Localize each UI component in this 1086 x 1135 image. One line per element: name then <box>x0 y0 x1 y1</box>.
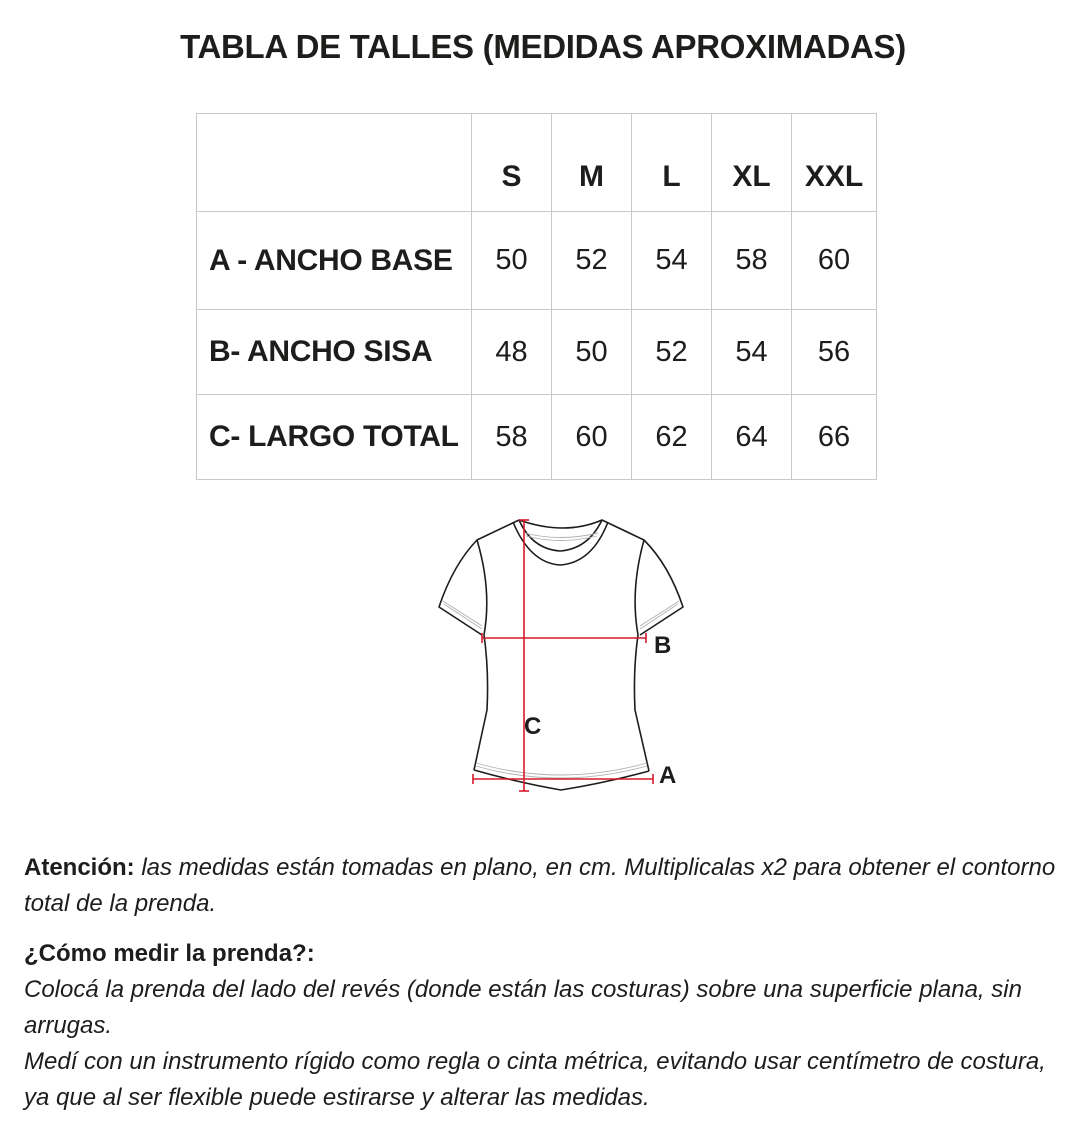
table-cell: 58 <box>472 395 552 480</box>
table-cell: 50 <box>472 212 552 310</box>
how-to-measure-title: ¿Cómo medir la prenda?: <box>24 940 315 967</box>
table-cell: 60 <box>792 212 877 310</box>
table-cell: 58 <box>712 212 792 310</box>
stitch-lines <box>443 533 679 778</box>
label-c: C <box>524 713 542 740</box>
header-empty-cell <box>197 114 472 212</box>
page-title: TABLA DE TALLES (MEDIDAS APROXIMADAS) <box>180 28 906 65</box>
header-size-s: S <box>472 114 552 212</box>
table-cell: 52 <box>632 310 712 395</box>
how-to-measure-step-1: Colocá la prenda del lado del revés (donde están las costuras) sobre una superficie plana, sin arrugas. <box>24 976 1022 1039</box>
attention-note <box>24 850 1069 922</box>
table-cell: 66 <box>792 395 877 480</box>
table-cell: 48 <box>472 310 552 395</box>
table-cell: 56 <box>792 310 877 395</box>
size-table <box>196 113 877 480</box>
table-cell: 62 <box>632 395 712 480</box>
label-a: A <box>659 762 677 789</box>
tshirt-measurement-diagram <box>420 505 700 805</box>
table-cell: 54 <box>712 310 792 395</box>
header-size-l: L <box>632 114 712 212</box>
attention-label: Atención: <box>24 854 135 881</box>
table-row <box>197 395 877 480</box>
table-header-row <box>197 114 877 212</box>
row-label: A - ANCHO BASE <box>197 212 472 310</box>
how-to-measure-step-2: Medí con un instrumento rígido como regla o cinta métrica, evitando usar centímetro de costura, ya que al ser flexible puede estirarse y alterar las medidas. <box>24 1048 1046 1111</box>
table-cell: 60 <box>552 395 632 480</box>
table-cell: 54 <box>632 212 712 310</box>
header-size-xl: XL <box>712 114 792 212</box>
label-b: B <box>654 632 672 659</box>
attention-text: las medidas están tomadas en plano, en cm. Multiplicalas x2 para obtener el contorno total de la prenda. <box>24 854 1056 917</box>
header-size-xxl: XXL <box>792 114 877 212</box>
header-size-m: M <box>552 114 632 212</box>
notes-section <box>24 850 1069 1116</box>
table-cell: 64 <box>712 395 792 480</box>
tshirt-outline <box>439 520 683 790</box>
table-row <box>197 310 877 395</box>
row-label: B- ANCHO SISA <box>197 310 472 395</box>
table-cell: 50 <box>552 310 632 395</box>
table-cell: 52 <box>552 212 632 310</box>
measure-lines <box>473 520 653 791</box>
table-row <box>197 212 877 310</box>
row-label: C- LARGO TOTAL <box>197 395 472 480</box>
